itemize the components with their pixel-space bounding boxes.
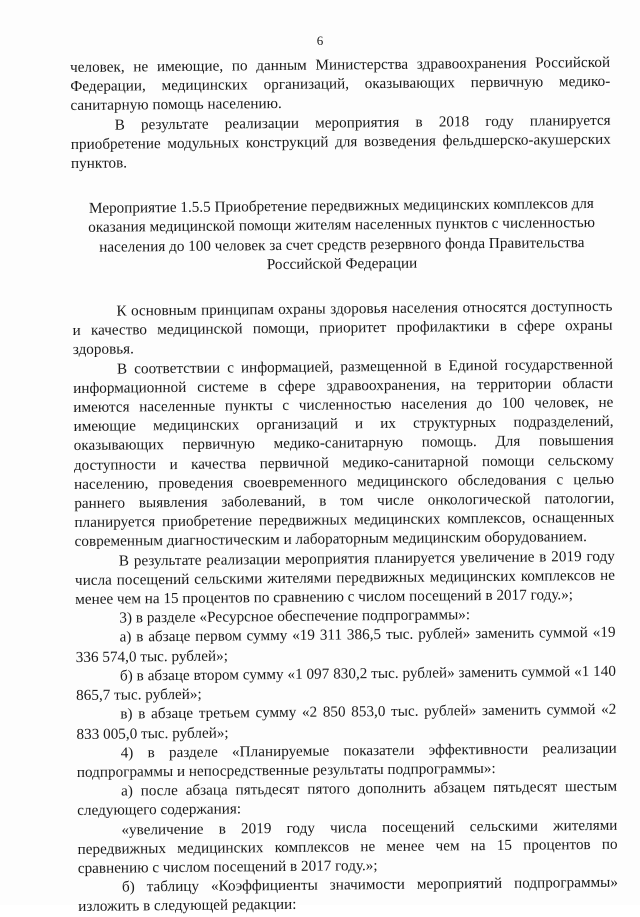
section-heading: Мероприятие 1.5.5 Приобретение передвижных медицинских комплексов для оказания медицинской помощи жителям населенных пунктов с численностью населения до 100 человек за счет средств резервного фонда Правительства Российской Федерации xyxy=(88,195,596,273)
page-number: 6 xyxy=(316,33,324,48)
paragraph: К основным принципам охраны здоровья населения относятся доступность и качество медицинской помощи, приоритет профилактики в сфере охраны здоровья. xyxy=(72,297,613,359)
list-item: б) таблицу «Коэффициенты значимости мероприятий подпрограммы» изложить в следующей редакции: xyxy=(78,873,619,916)
list-item: а) в абзаце первом сумму «19 311 386,5 тыс. рублей» заменить суммой «19 336 574,0 тыс. рублей»; xyxy=(75,624,616,666)
list-item: 3) в разделе «Ресурсное обеспечение подпрограммы»: xyxy=(119,606,471,627)
list-item: в) в абзаце третьем сумму «2 850 853,0 тыс. рублей» заменить суммой «2 833 005,0 тыс. рублей»; xyxy=(76,701,617,743)
document-body xyxy=(70,53,618,917)
paragraph: В результате реализации мероприятия планируется увеличение в 2019 году числа посещений сельскими жителями передвижных медицинских комплексов не менее чем на 15 процентов по сравнению с числом посещений в 2017 году.»; xyxy=(74,547,616,609)
quoted-paragraph: «увеличение в 2019 году числа посещений сельскими жителями передвижных медицинских комплексов не менее чем на 15 процентов по сравнению с числом посещений в 2017 году.»; xyxy=(77,816,618,877)
list-item: б) в абзаце втором сумму «1 097 830,2 тыс. рублей» заменить суммой «1 140 865,7 тыс. рублей»; xyxy=(76,662,616,705)
paragraph: В соответствии с информацией, размещенной в Единой государственной информационной системе в сфере здравоохранения, на территории области имеются населенные пункты с численностью населения до 100 человек, не имеющие медицинских организаций и их структурных подразделений, оказывающих первичную медико-санитарную помощь. Для повышения доступности и качества первичной медико-санитарной помощи сельскому населению, проведения своевременного медицинского обследования с целью раннего выявления заболеваний, в том числе онкологической патологии, планируется приобретение передвижных медицинских комплексов, оснащенных современным диагностическим и лабораторным медицинским оборудованием. xyxy=(73,355,615,551)
paragraph: человек, не имеющие, по данным Министерства здравоохранения Российской Федерации, медицинских организаций, оказывающих первичную медико-санитарную помощь населению. xyxy=(70,53,611,115)
list-item: 4) в разделе «Планируемые показатели эффективности реализации подпрограммы и непосредственные результаты подпрограммы»: xyxy=(76,739,617,781)
paragraph: В результате реализации мероприятия в 2018 году планируется приобретение модульных конструкций для возведения фельдшерско-акушерских пунктов. xyxy=(70,111,611,173)
list-item: а) после абзаца пятьдесят пятого дополнить абзацем пятьдесят шестым следующего содержания: xyxy=(77,777,618,820)
